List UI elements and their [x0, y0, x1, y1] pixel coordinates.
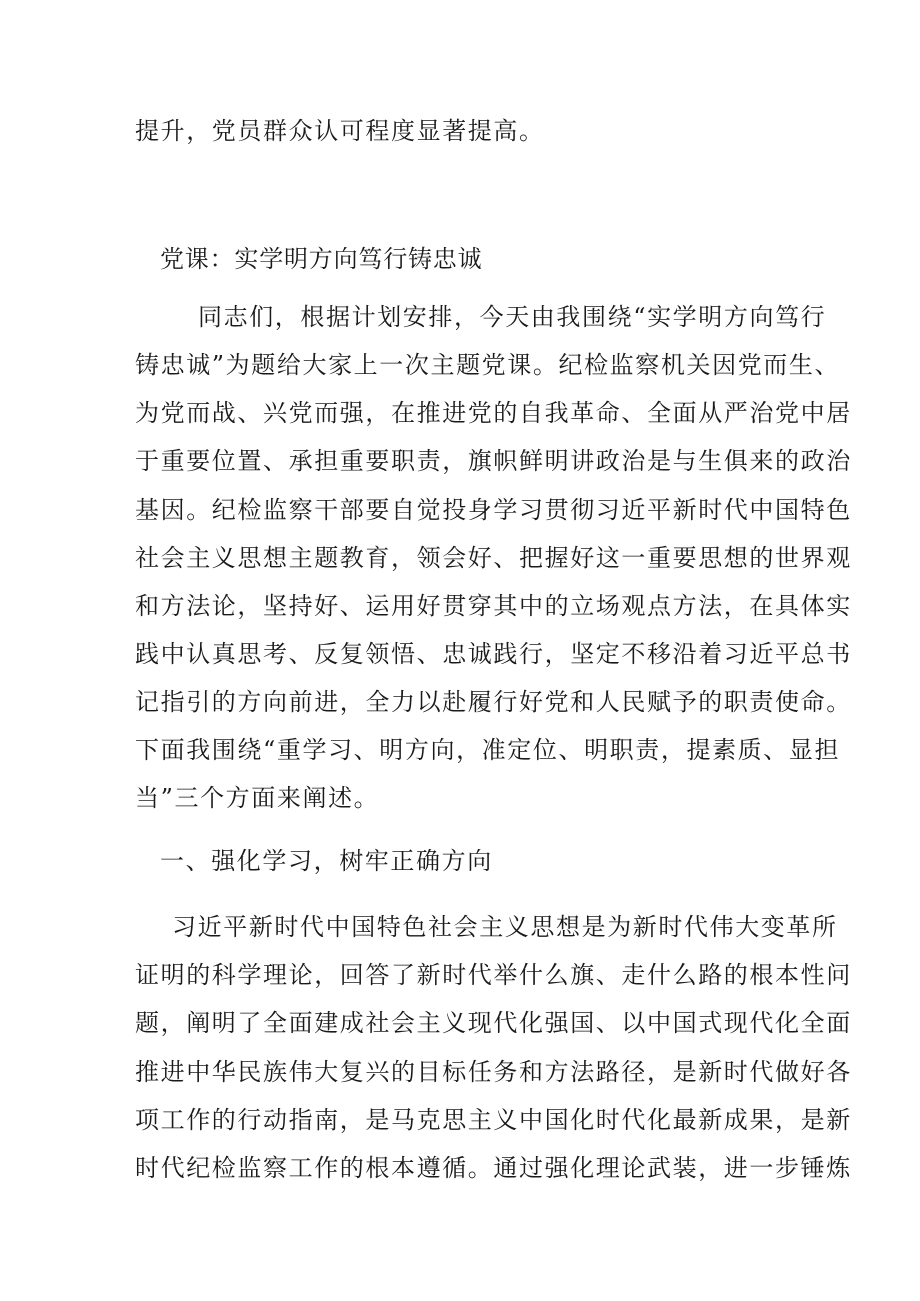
paragraph-line: 为党而战、兴党而强，在推进党的自我革命、全面从严治党中居 [135, 399, 852, 427]
paragraph-line: 于重要位置、承担重要职责，旗帜鲜明讲政治是与生俱来的政治 [135, 447, 852, 475]
paragraph-line: 同志们，根据计划安排，今天由我围绕“实学明方向笃行 [198, 303, 827, 331]
paragraph-line: 项工作的行动指南，是马克思主义中国化时代化最新成果，是新 [135, 1106, 852, 1134]
paragraph-line: 基因。纪检监察干部要自觉投身学习贯彻习近平新时代中国特色 [135, 496, 852, 524]
paragraph-line: 题，阐明了全面建成社会主义现代化强国、以中国式现代化全面 [135, 1009, 852, 1037]
paragraph-line: 记指引的方向前进，全力以赴履行好党和人民赋予的职责使命。 [135, 688, 852, 716]
paragraph-line: 下面我围绕“重学习、明方向，准定位、明职责，提素质、显担 [135, 736, 841, 764]
carry-over-line: 提升，党员群众认可程度显著提高。 [135, 117, 545, 145]
paragraph-line: 践中认真思考、反复领悟、忠诚践行，坚定不移沿着习近平总书 [135, 640, 852, 668]
paragraph-line: 社会主义思想主题教育，领会好、把握好这一重要思想的世界观 [135, 544, 852, 572]
paragraph-line: 和方法论，坚持好、运用好贯穿其中的立场观点方法，在具体实 [135, 592, 852, 620]
document-title: 党课：实学明方向笃行铸忠诚 [160, 245, 483, 273]
paragraph-line: 习近平新时代中国特色社会主义思想是为新时代伟大变革所 [172, 913, 838, 941]
paragraph-line: 当”三个方面来阐述。 [135, 784, 380, 812]
paragraph-line: 铸忠诚”为题给大家上一次主题党课。纪检监察机关因党而生、 [135, 351, 841, 379]
paragraph-line: 时代纪检监察工作的根本遵循。通过强化理论武装，进一步锤炼 [135, 1154, 852, 1182]
section-1-heading: 一、强化学习，树牢正确方向 [160, 847, 493, 875]
paragraph-line: 证明的科学理论，回答了新时代举什么旗、走什么路的根本性问 [135, 961, 852, 989]
paragraph-line: 推进中华民族伟大复兴的目标任务和方法路径，是新时代做好各 [135, 1058, 852, 1086]
